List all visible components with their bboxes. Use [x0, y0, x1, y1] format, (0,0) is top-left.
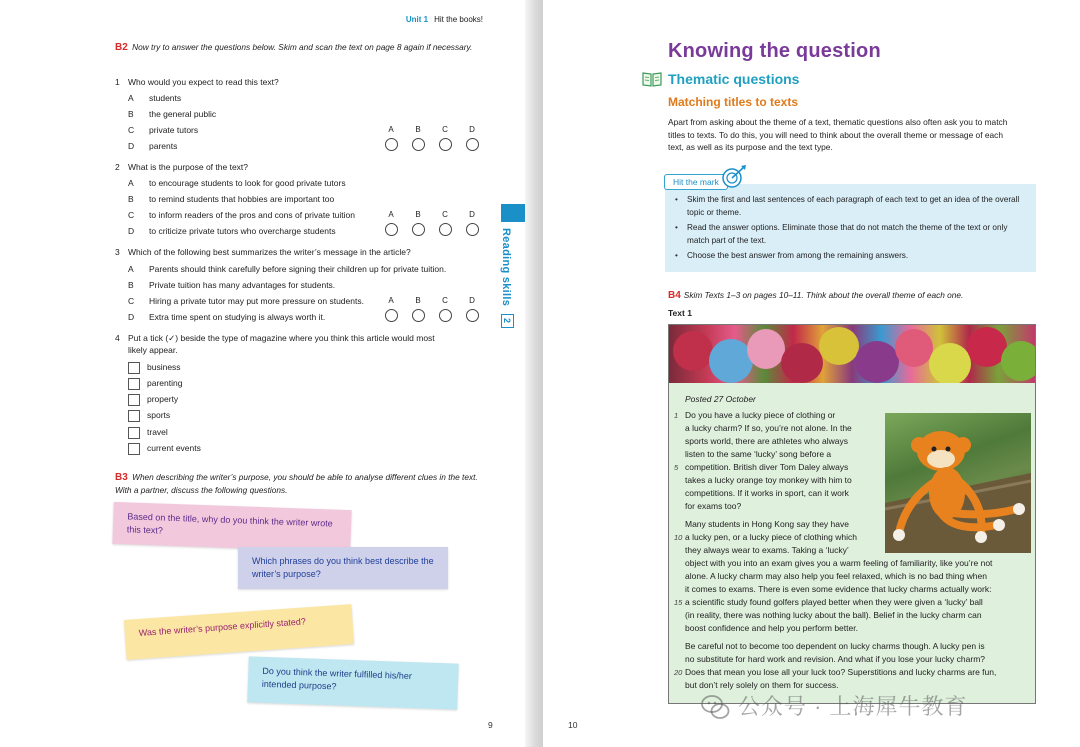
answer-letter: D — [469, 296, 475, 305]
option — [128, 141, 177, 152]
discussion-note: Based on the title, why do you think the writer wrote this text? — [112, 502, 351, 552]
question-text: Which of the following best summarizes the writer’s message in the article? — [128, 247, 411, 257]
tick-label: property — [147, 394, 179, 404]
option-letter: D — [128, 226, 135, 236]
option-text: Parents should think carefully before signing their children up for private tuition. — [149, 264, 447, 274]
checkbox[interactable] — [128, 362, 140, 374]
lucky-charms-photo — [669, 325, 1035, 383]
option — [128, 178, 346, 189]
watermark: 公众号 · 上海犀牛教育 — [738, 694, 968, 719]
question-number: 4 — [115, 333, 120, 343]
line-number: 15 — [674, 598, 683, 607]
tick-label: travel — [147, 427, 168, 437]
option-text: students — [149, 93, 182, 103]
section-heading: Matching titles to texts — [668, 95, 799, 109]
b3-instruction — [115, 471, 485, 496]
option-text: Extra time spent on studying is always worth it. — [149, 312, 326, 322]
question-text: likely appear. — [128, 345, 178, 355]
tip-item: • Read the answer options. Eliminate those that do not match the theme of the text or only match part of the text. — [673, 222, 1028, 247]
tick-label: parenting — [147, 378, 183, 388]
target-dart-icon — [721, 164, 747, 188]
unit-title: Hit the books! — [434, 15, 483, 24]
question-1 — [115, 77, 279, 88]
checkbox[interactable] — [128, 410, 140, 422]
answer-letter: B — [415, 210, 421, 219]
b4-instruction — [668, 290, 963, 301]
text-label: Text 1 — [668, 308, 692, 318]
option — [128, 226, 336, 237]
option-text: Private tuition has many advantages for students. — [149, 280, 336, 290]
running-head — [406, 15, 483, 24]
b2-text: Now try to answer the questions below. Skim and scan the text on page 8 again if necessary. — [132, 42, 473, 52]
b2-code: B2 — [115, 42, 128, 53]
article-line: listen to the same ‘lucky’ song before a — [685, 449, 832, 459]
answer-letter: A — [388, 210, 394, 219]
article-line: (in reality, there was nothing lucky about the ball). Belief in the lucky charm can — [685, 610, 982, 620]
question-2 — [115, 162, 248, 173]
question-number: 3 — [115, 247, 120, 257]
answer-letter: C — [442, 296, 448, 305]
article-line: boost confidence and help you perform better. — [685, 623, 858, 633]
article-line: competitions. If it works in sport, can it work — [685, 488, 849, 498]
option — [128, 312, 325, 323]
option-letter: A — [128, 178, 134, 188]
article-line: Many students in Hong Kong say they have — [685, 519, 849, 529]
question-number: 2 — [115, 162, 120, 172]
answer-circle[interactable] — [439, 223, 452, 236]
tip-item: • Choose the best answer from among the remaining answers. — [673, 250, 1028, 263]
option-text: parents — [149, 141, 178, 151]
answer-circle[interactable] — [385, 223, 398, 236]
article-line: competition. British diver Tom Daley always — [685, 462, 849, 472]
option-text: to criticize private tutors who overcharge students — [149, 226, 336, 236]
option — [128, 280, 335, 291]
tip-item: • Skim the first and last sentences of each paragraph of each text to get an idea of the overall topic or theme. — [673, 194, 1028, 219]
page-number: 10 — [568, 720, 578, 730]
b3-text: When describing the writer’s purpose, you should be able to analyse different clues in the text. With a partner, discuss the following questions. — [115, 472, 478, 495]
tick-item[interactable] — [128, 442, 201, 455]
tick-item[interactable] — [128, 361, 181, 374]
line-number: 10 — [674, 533, 683, 542]
option-letter: B — [128, 280, 134, 290]
option — [128, 264, 446, 275]
answer-circle[interactable] — [466, 223, 479, 236]
article-line: Do you have a lucky piece of clothing or — [685, 410, 836, 420]
discussion-note: Do you think the writer fulfilled his/her intended purpose? — [247, 656, 458, 709]
answer-circle[interactable] — [466, 138, 479, 151]
answer-letter: D — [469, 125, 475, 134]
b4-code: B4 — [668, 290, 681, 301]
line-number: 20 — [674, 668, 683, 677]
line-number: 1 — [674, 411, 679, 420]
tick-item[interactable] — [128, 409, 170, 422]
option-letter: B — [128, 194, 134, 204]
article-line: it comes to exams. There is even some evidence that lucky charms actually work: — [685, 584, 992, 594]
article-line: a lucky pen, or a lucky piece of clothing which — [685, 532, 857, 542]
intro-paragraph: Apart from asking about the theme of a text, thematic questions also often ask you to match titles to texts. To do this, you will need to think about the overall theme or message of each text, as well as its purpose and the text type. — [668, 117, 1008, 152]
answer-letter: A — [388, 296, 394, 305]
checkbox[interactable] — [128, 394, 140, 406]
side-tab-number: 2 — [501, 314, 514, 328]
answer-circle[interactable] — [412, 138, 425, 151]
article-line: for exams too? — [685, 501, 742, 511]
answer-circle[interactable] — [385, 309, 398, 322]
answer-circle[interactable] — [439, 309, 452, 322]
checkbox[interactable] — [128, 378, 140, 390]
option — [128, 125, 198, 136]
option-text: the general public — [149, 109, 217, 119]
tick-item[interactable] — [128, 426, 168, 439]
article-line: object with you into an exam gives you a warm feeling of familiarity, like you’re not — [685, 558, 993, 568]
tips-list — [673, 194, 1028, 266]
b2-instruction — [115, 41, 485, 54]
answer-letter: C — [442, 125, 448, 134]
checkbox[interactable] — [128, 443, 140, 455]
option — [128, 210, 355, 221]
side-tab-text: Reading skills — [500, 228, 512, 307]
side-tab-marker — [501, 204, 525, 222]
answer-circle[interactable] — [466, 309, 479, 322]
answer-circle[interactable] — [412, 223, 425, 236]
option-letter: A — [128, 93, 134, 103]
monkey-illustration — [885, 413, 1031, 553]
answer-circle[interactable] — [439, 138, 452, 151]
article-line: a lucky charm? If so, you’re not alone. In the — [685, 423, 852, 433]
article-line: Be careful not to become too dependent on lucky charms though. A lucky pen is — [685, 641, 985, 651]
option — [128, 296, 364, 307]
article-text-1 — [668, 324, 1036, 704]
answer-circle[interactable] — [385, 138, 398, 151]
toy-monkey-photo — [885, 413, 1031, 553]
unit-label: Unit 1 — [405, 15, 429, 24]
question-4-cont — [128, 345, 178, 356]
tick-label: current events — [147, 443, 201, 453]
article-line: but don’t rely solely on them for success. — [685, 680, 839, 690]
answer-letter: C — [442, 210, 448, 219]
article-line: no substitute for hard work and revision. And what if you lose your lucky charm? — [685, 654, 986, 664]
option-letter: C — [128, 296, 135, 306]
option — [128, 109, 216, 120]
posted-date: Posted 27 October — [685, 394, 756, 404]
left-page — [0, 0, 525, 747]
discussion-note: Was the writer’s purpose explicitly stated? — [124, 604, 354, 660]
answer-letter: D — [469, 210, 475, 219]
tick-label: business — [147, 362, 181, 372]
tick-item[interactable] — [128, 377, 182, 390]
checkbox[interactable] — [128, 427, 140, 439]
wechat-icon — [700, 693, 730, 721]
article-line: they always wear to exams. Taking a ‘lucky’ — [685, 545, 849, 555]
option-letter: B — [128, 109, 134, 119]
discussion-note: Which phrases do you think best describe the writer’s purpose? — [238, 547, 448, 589]
option-letter: C — [128, 210, 135, 220]
question-number: 1 — [115, 77, 120, 87]
option-letter: A — [128, 264, 134, 274]
article-line: a scientific study found golfers played better when they were given a ‘lucky’ ball — [685, 597, 983, 607]
b3-code: B3 — [115, 472, 128, 483]
book-icon — [642, 71, 662, 87]
answer-letter: B — [415, 125, 421, 134]
right-page — [543, 0, 1080, 747]
option — [128, 93, 181, 104]
line-number: 5 — [674, 463, 679, 472]
hit-the-mark-label: Hit the mark — [664, 174, 728, 190]
option — [128, 194, 334, 205]
question-text: Who would you expect to read this text? — [128, 77, 279, 87]
article-line: sports world, there are athletes who always — [685, 436, 848, 446]
article-line: alone. A lucky charm may also help you feel relaxed, which is no bad thing when — [685, 571, 987, 581]
answer-letter: B — [415, 296, 421, 305]
hit-the-mark-box — [665, 184, 1036, 272]
option-text: private tutors — [149, 125, 199, 135]
option-text: to remind students that hobbies are important too — [149, 194, 335, 204]
article-line: Does that mean you lose all your luck too? Superstitions and lucky charms are fun, — [685, 667, 997, 677]
answer-circle[interactable] — [412, 309, 425, 322]
option-letter: D — [128, 141, 135, 151]
question-text: What is the purpose of the text? — [128, 162, 249, 172]
option-letter: C — [128, 125, 135, 135]
tick-label: sports — [147, 410, 171, 420]
b4-text: Skim Texts 1–3 on pages 10–11. Think about the overall theme of each one. — [683, 290, 964, 300]
option-text: to encourage students to look for good private tutors — [149, 178, 346, 188]
page-number: 9 — [488, 720, 493, 730]
question-3 — [115, 247, 411, 258]
page-title: Knowing the question — [668, 40, 881, 62]
article-line: takes a lucky orange toy monkey with him to — [685, 475, 852, 485]
answer-letter: A — [388, 125, 394, 134]
side-tab-label — [498, 228, 518, 332]
subtitle: Thematic questions — [668, 71, 800, 87]
option-letter: D — [128, 312, 135, 322]
tick-item[interactable] — [128, 393, 178, 406]
option-text: Hiring a private tutor may put more pressure on students. — [149, 296, 364, 306]
question-text: Put a tick (✓) beside the type of magazine where you think this article would most — [128, 333, 435, 343]
page-gutter — [525, 0, 543, 747]
option-text: to inform readers of the pros and cons of private tuition — [149, 210, 356, 220]
question-4 — [115, 333, 485, 344]
